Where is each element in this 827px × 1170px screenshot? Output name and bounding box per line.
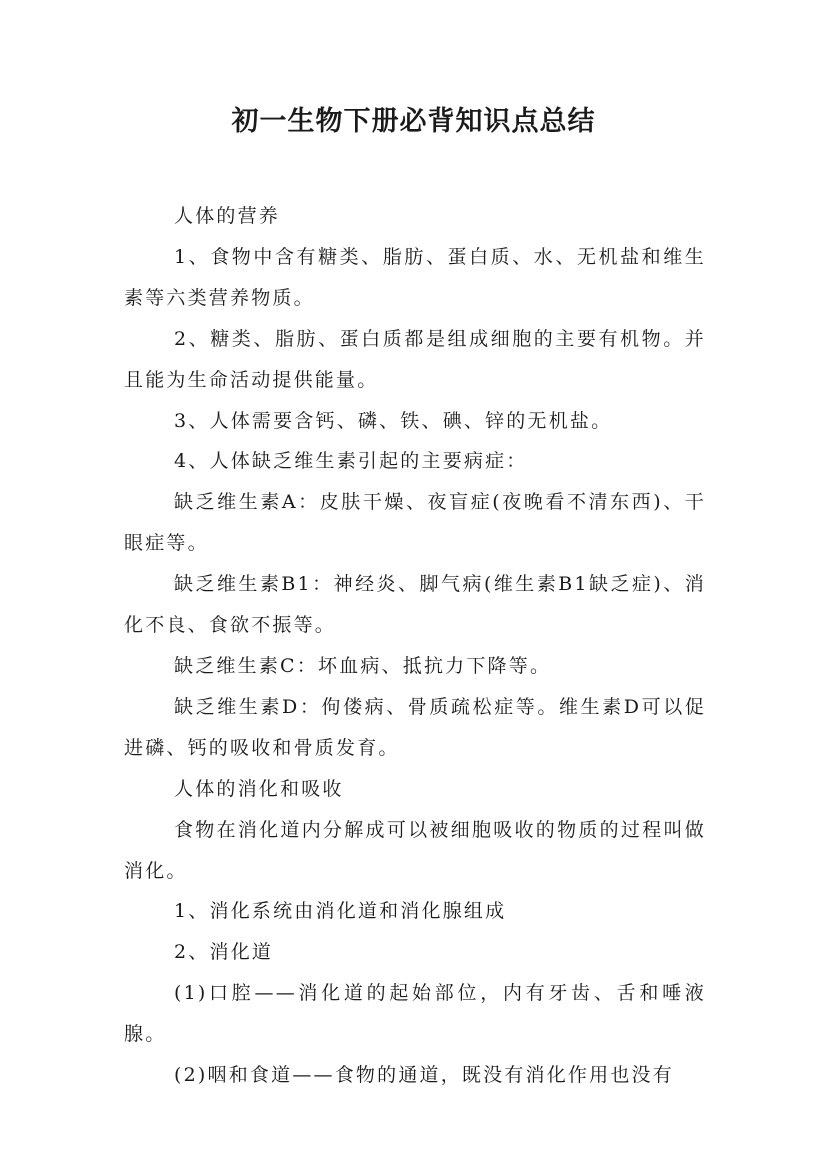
paragraph: 食物在消化道内分解成可以被细胞吸收的物质的过程叫做消化。 <box>124 818 706 882</box>
section-heading: 人体的营养 <box>174 205 281 227</box>
paragraph: 缺乏维生素D：佝偻病、骨质疏松症等。维生素D可以促进磷、钙的吸收和骨质发育。 <box>124 695 706 759</box>
paragraph: 2、糖类、脂肪、蛋白质都是组成细胞的主要有机物。并且能为生命活动提供能量。 <box>124 327 706 391</box>
paragraph: 2、消化道 <box>174 941 274 964</box>
paragraph: (1)口腔——消化道的起始部位，内有牙齿、舌和唾液腺。 <box>124 982 706 1046</box>
paragraph: 缺乏维生素C：坏血病、抵抗力下降等。 <box>174 654 552 677</box>
document-title: 初一生物下册必背知识点总结 <box>231 106 596 137</box>
paragraph: (2)咽和食道——食物的通道，既没有消化作用也没有 <box>174 1064 674 1087</box>
paragraph: 1、消化系统由消化道和消化腺组成 <box>174 900 507 923</box>
section-heading: 人体的消化和吸收 <box>174 777 344 800</box>
paragraph: 4、人体缺乏维生素引起的主要病症： <box>174 450 528 473</box>
paragraph: 3、人体需要含钙、磷、铁、碘、锌的无机盐。 <box>174 409 613 432</box>
paragraph: 缺乏维生素A：皮肤干燥、夜盲症(夜晚看不清东西)、干眼症等。 <box>124 491 706 555</box>
paragraph: 1、食物中含有糖类、脂肪、蛋白质、水、无机盐和维生素等六类营养物质。 <box>124 245 706 309</box>
paragraph: 缺乏维生素B1：神经炎、脚气病(维生素B1缺乏症)、消化不良、食欲不振等。 <box>124 573 706 637</box>
document-body <box>124 196 706 1096</box>
